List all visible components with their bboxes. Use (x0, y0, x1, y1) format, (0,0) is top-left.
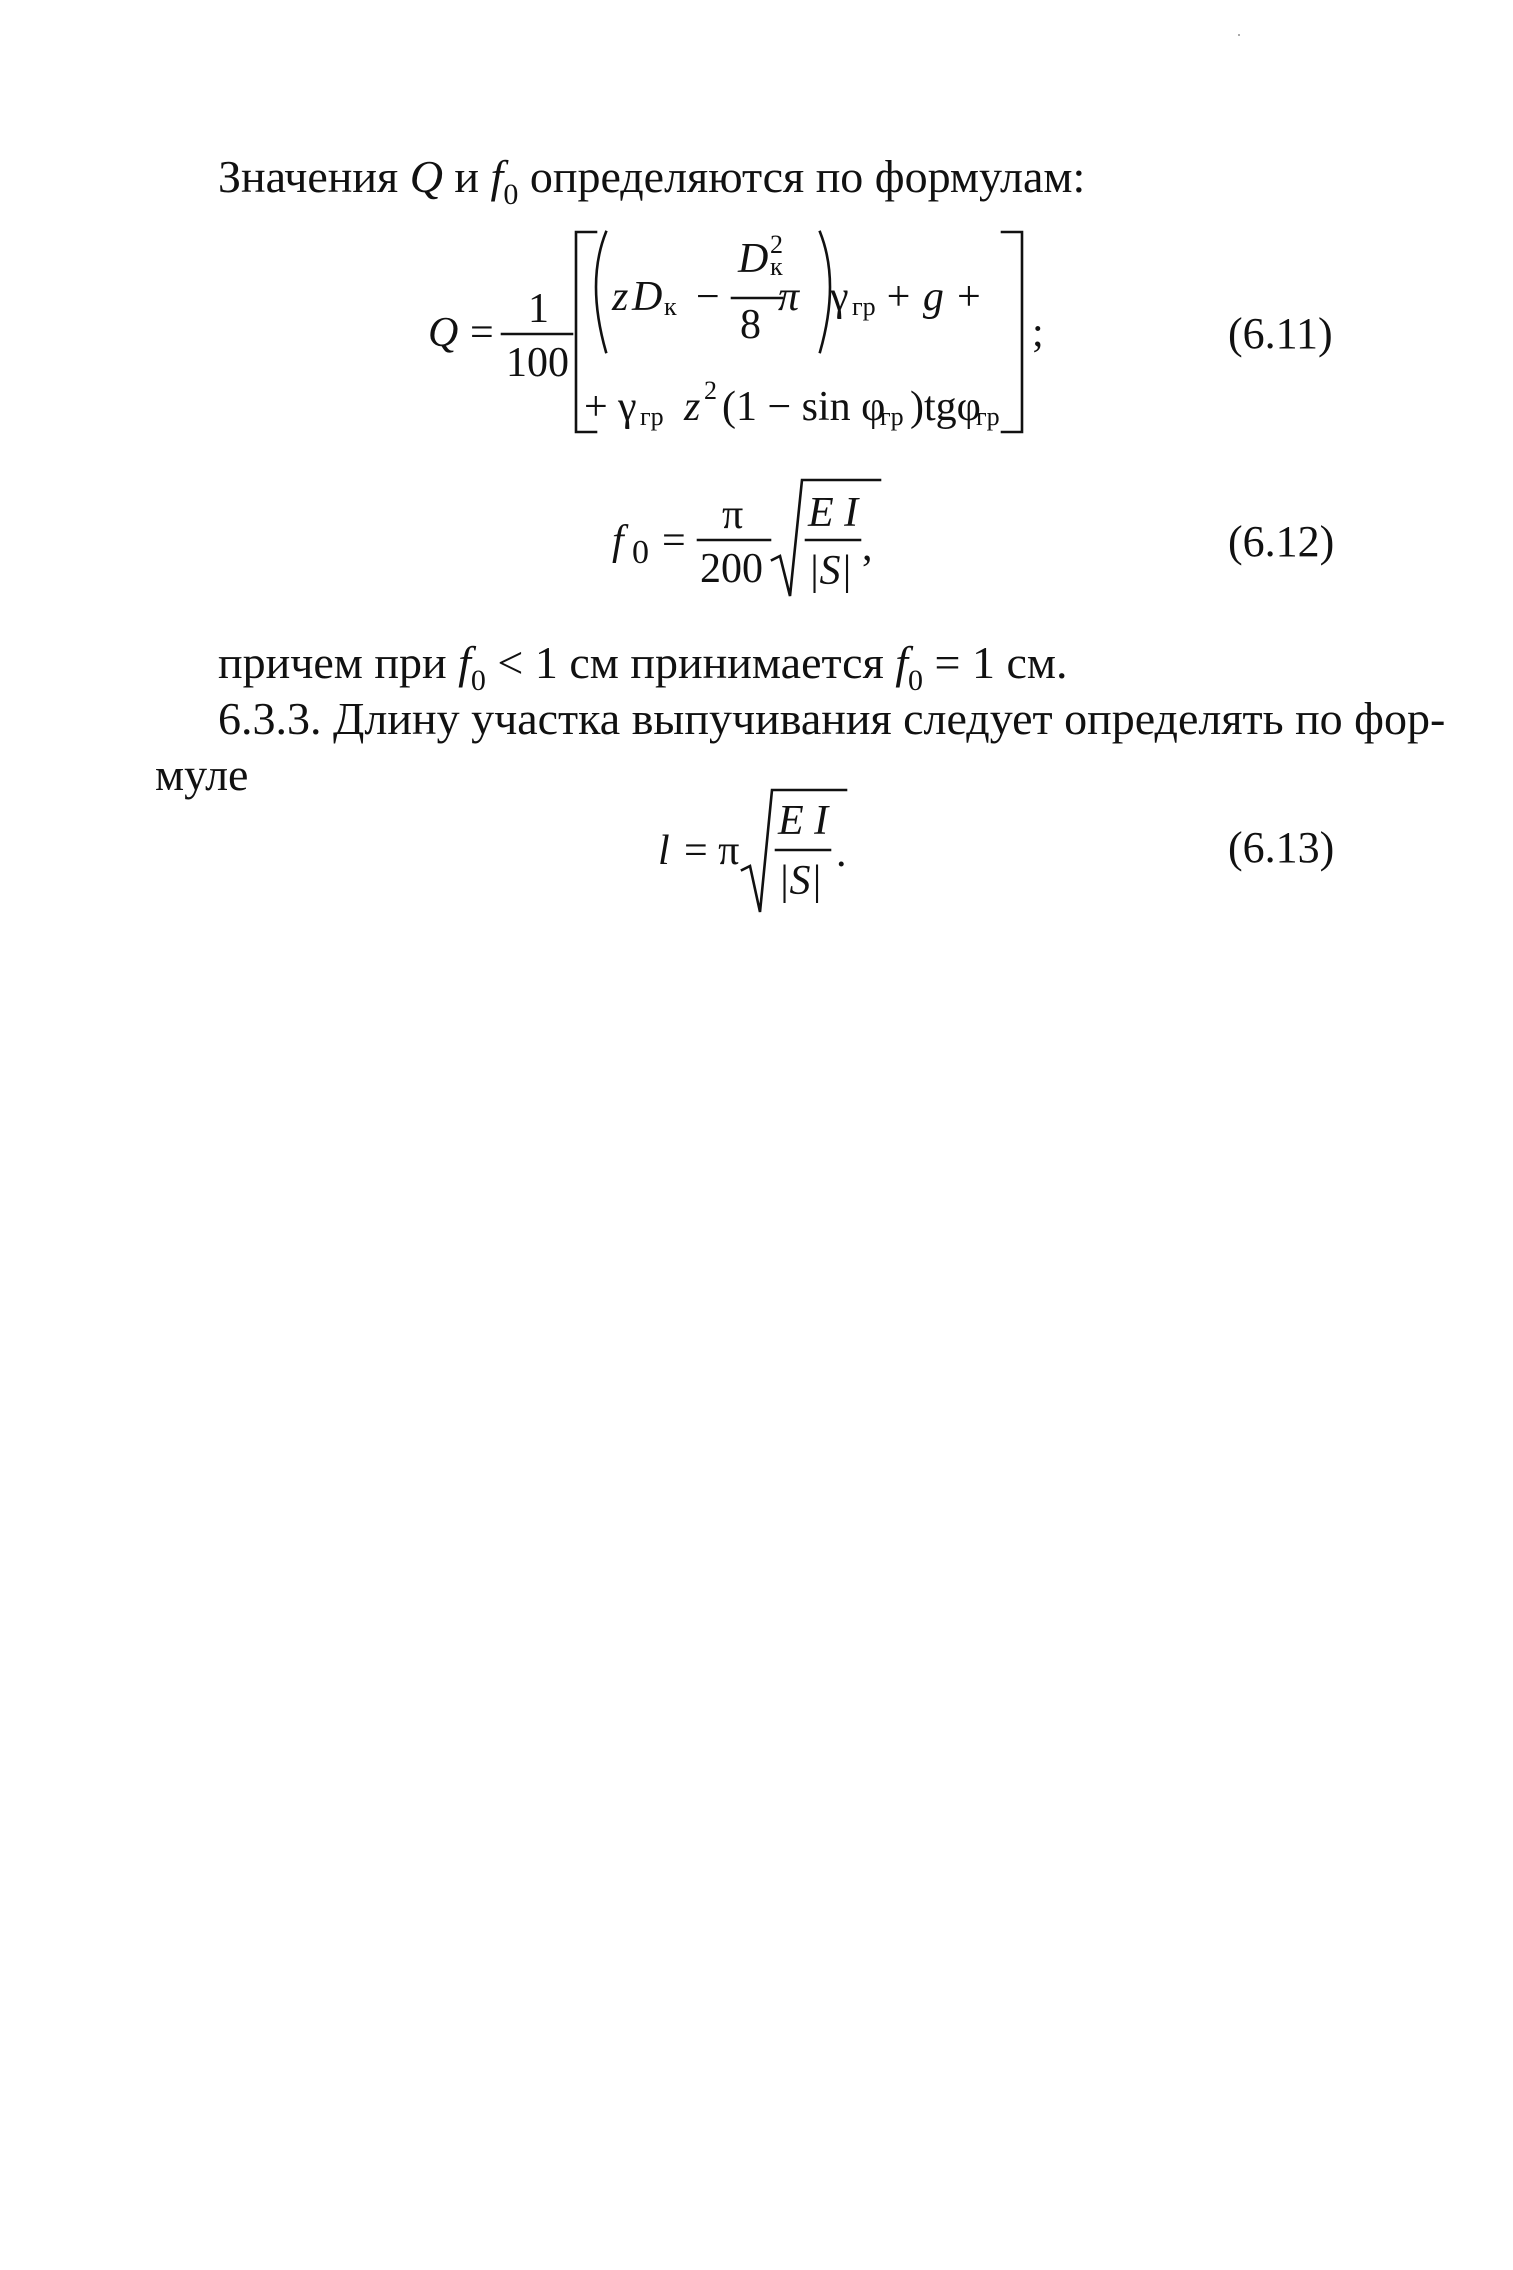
eq611-inner-sup: 2 (770, 230, 783, 259)
eq611-lhs: Q (428, 310, 459, 356)
eq611-equals: = (470, 310, 494, 356)
eq612-EI: E I (808, 490, 859, 536)
symbol-Q: Q (409, 151, 443, 202)
eq611-row2-gamma-sub: гр (640, 402, 664, 431)
eq613-S: |S| (778, 858, 823, 904)
eq611-left-paren (596, 232, 606, 352)
eq611-inner-den: 8 (740, 302, 761, 348)
eq611-gamma: γ (830, 274, 849, 320)
eq612-equals: = (662, 518, 686, 564)
intro-and: и (442, 151, 491, 202)
symbol-f: f (490, 151, 504, 202)
eq611-number: (6.11) (1228, 309, 1333, 358)
eq612-f: f (612, 518, 624, 564)
eq612-S: |S| (808, 548, 853, 594)
para-633-line1: 6.3.3. Длину участка выпучивания следует определять по фор- (218, 693, 1446, 744)
eq612-pi: π (722, 492, 744, 538)
eq611-right-bracket (1002, 232, 1022, 432)
condition-text-2: < 1 см принимается (485, 637, 896, 688)
condition-f-sub: 0 (470, 664, 486, 697)
eq611-row2-sub3: гр (976, 402, 1000, 431)
condition-f: f (458, 637, 471, 688)
para-633-line2: муле (155, 749, 249, 800)
eq611-row2-paren: (1 − sin φ (722, 384, 886, 430)
eq611-left-bracket (576, 232, 596, 432)
eq613-period: . (836, 830, 847, 876)
eq611-minus: − (696, 274, 720, 320)
symbol-f-sub: 0 (503, 178, 519, 211)
eq611-inner-sub: к (770, 252, 783, 281)
eq611-z: z (612, 274, 629, 320)
eq611-inner-D: D (738, 236, 769, 282)
eq612-radical (772, 480, 880, 596)
eq611-frac-den: 100 (506, 340, 569, 386)
eq612-number: (6.12) (1228, 517, 1335, 566)
eq611-row2-tg: )tgφ (910, 384, 981, 430)
intro-text-1: Значения (218, 151, 410, 202)
eq613-l: l (658, 828, 670, 874)
eq611-D-sub: к (664, 292, 677, 321)
eq611-D: D (632, 274, 663, 320)
eq611-semicolon: ; (1032, 310, 1044, 356)
eq612-den: 200 (700, 546, 763, 592)
condition-text-1: причем при (218, 637, 459, 688)
eq611-row2-gamma: γ (618, 384, 637, 430)
condition-f2: f (895, 637, 909, 688)
eq611-row2-plus: + (584, 384, 608, 430)
eq611-plus-g-plus: + g + (884, 274, 983, 320)
condition-f2-sub: 0 (908, 664, 924, 697)
eq611-row2-sup: 2 (704, 376, 717, 405)
eq613-EI: E I (778, 798, 829, 844)
eq611-row2-sub2: гр (880, 402, 904, 431)
eq611-pi: π (778, 274, 800, 320)
eq613-number: (6.13) (1228, 823, 1335, 872)
eq613-equals-pi: = π (684, 828, 740, 874)
eq612-f-sub: 0 (632, 534, 649, 571)
eq611-row2-z: z (684, 384, 701, 430)
eq611-right-paren (820, 232, 830, 352)
condition-text-3: = 1 см. (923, 637, 1068, 688)
eq611-frac-num: 1 (528, 286, 549, 332)
intro-text-2: определяются по формулам: (518, 151, 1086, 202)
eq612-comma: , (862, 524, 873, 570)
eq611-gamma-sub: гр (852, 292, 876, 321)
